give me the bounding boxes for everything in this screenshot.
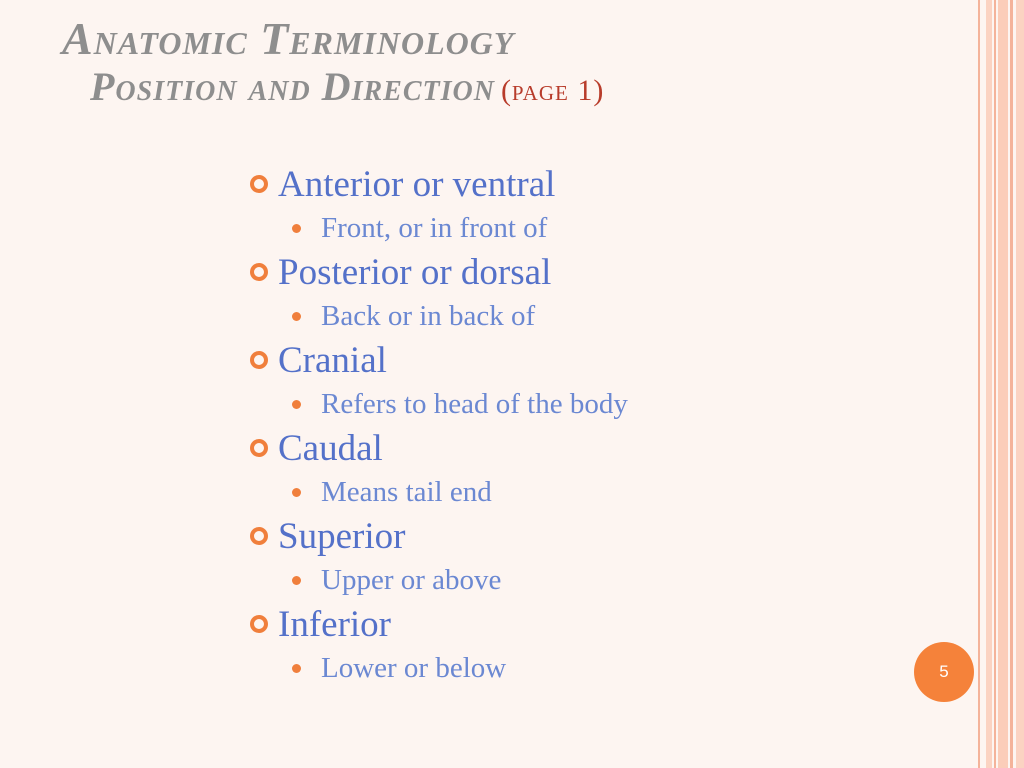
bullet-term [250, 158, 628, 210]
bullet-term-text: Caudal [278, 427, 383, 469]
orange-dot-icon [292, 488, 301, 497]
bullet-term-text: Cranial [278, 339, 387, 381]
bullet-term-text: Inferior [278, 603, 391, 645]
stripe-decoration [1010, 0, 1013, 768]
bullet-detail-text: Means tail end [321, 475, 492, 508]
title-page-note: (page 1) [500, 73, 605, 107]
bullet-list [250, 158, 628, 686]
orange-dot-icon [292, 400, 301, 409]
bullet-term-text: Superior [278, 515, 406, 557]
bullet-term-text: Anterior or ventral [278, 163, 556, 205]
orange-ring-icon [250, 527, 268, 545]
bullet-detail [292, 562, 628, 598]
bullet-detail-text: Front, or in front of [321, 211, 548, 244]
orange-dot-icon [292, 664, 301, 673]
bullet-detail-text: Refers to head of the body [321, 387, 628, 420]
title-line-2 [90, 65, 604, 109]
bullet-detail-text: Upper or above [321, 563, 502, 596]
bullet-item [250, 158, 628, 246]
orange-ring-icon [250, 439, 268, 457]
bullet-item [250, 334, 628, 422]
stripe-decoration [998, 0, 1008, 768]
bullet-item [250, 422, 628, 510]
title-line-1: Anatomic Terminology [62, 13, 515, 64]
bullet-item [250, 510, 628, 598]
bullet-detail-text: Back or in back of [321, 299, 536, 332]
bullet-detail [292, 386, 628, 422]
orange-dot-icon [292, 576, 301, 585]
bullet-term [250, 422, 628, 474]
bullet-detail [292, 474, 628, 510]
orange-ring-icon [250, 351, 268, 369]
stripe-decoration [1016, 0, 1024, 768]
bullet-item [250, 598, 628, 686]
bullet-detail [292, 210, 628, 246]
stripe-decoration [986, 0, 992, 768]
bullet-term-text: Posterior or dorsal [278, 251, 552, 293]
bullet-term [250, 598, 628, 650]
bullet-term [250, 334, 628, 386]
orange-ring-icon [250, 263, 268, 281]
bullet-term [250, 510, 628, 562]
bullet-detail [292, 298, 628, 334]
orange-dot-icon [292, 312, 301, 321]
slide-title [62, 14, 604, 109]
bullet-item [250, 246, 628, 334]
stripe-decoration [994, 0, 996, 768]
bullet-detail [292, 650, 628, 686]
slide-number-badge: 5 [914, 642, 974, 702]
bullet-detail-text: Lower or below [321, 651, 507, 684]
bullet-term [250, 246, 628, 298]
orange-dot-icon [292, 224, 301, 233]
stripe-decoration [978, 0, 980, 768]
title-line-2-text: Position and Direction [90, 63, 495, 109]
orange-ring-icon [250, 175, 268, 193]
orange-ring-icon [250, 615, 268, 633]
